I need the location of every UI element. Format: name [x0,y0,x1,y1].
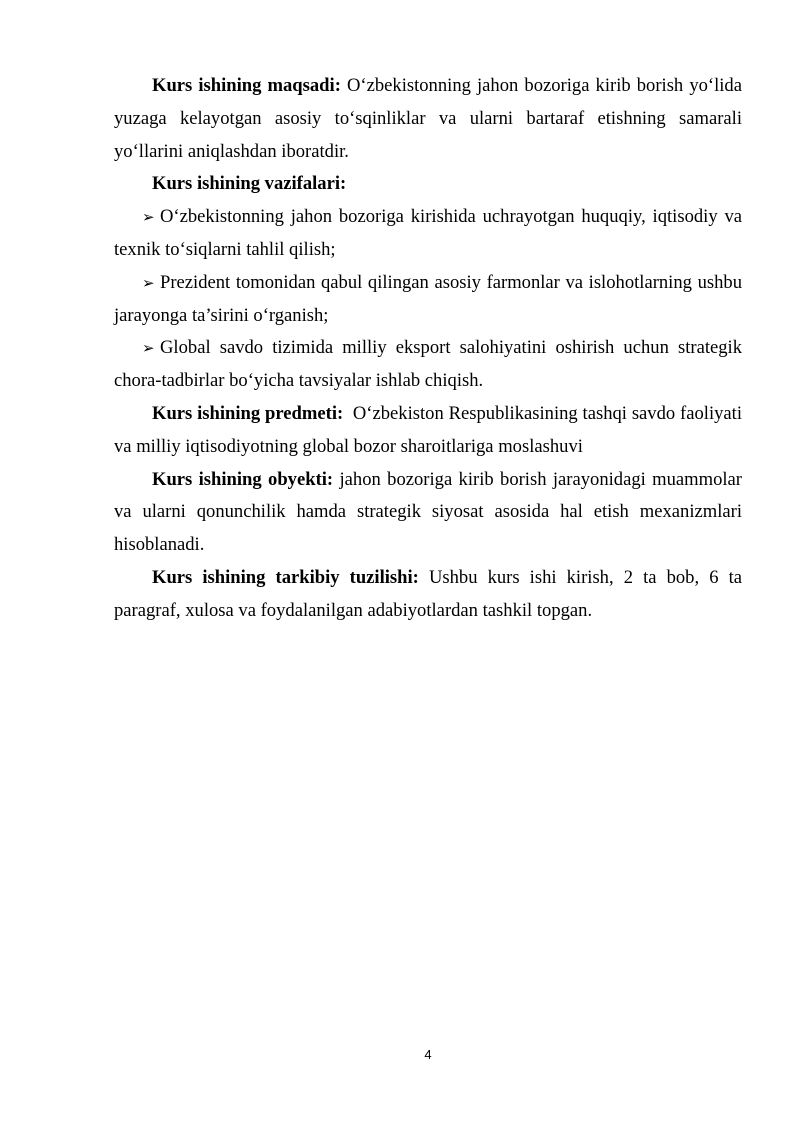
task-item-text: Prezident tomonidan qabul qilingan asosiy farmonlar va islohotlarning ushbu jarayonga ta’sirini o‘rganish; [114,271,742,326]
tasks-heading-paragraph [114,168,742,201]
task-item-text: Global savdo tizimida milliy eksport salohiyatini oshirish uchun strategik chora-tadbirlar bo‘yicha tavsiyalar ishlab chiqish. [114,337,742,392]
object-text: jahon bozoriga kirib borish jarayonidagi muammolar va ularni qonunchilik hamda strategik siyosat asosida hal etish mexanizmlari hisoblanadi. [114,468,742,556]
goal-text: O‘zbekistonning jahon bozoriga kirib borish yo‘lida yuzaga kelayotgan asosiy to‘sqinliklar va ularni bartaraf etishning samarali yo‘llarini aniqlashdan iboratdir. [114,75,742,162]
subject-text: O‘zbekiston Respublikasining tashqi savdo faoliyati va milliy iqtisodiyotning global bozor sharoitlariga moslashuvi [114,402,747,457]
subject-heading: Kurs ishining predmeti: [152,402,344,424]
object-paragraph [114,464,742,562]
task-item [114,332,742,398]
structure-heading: Kurs ishining tarkibiy tuzilishi: [152,566,419,588]
structure-paragraph [114,562,742,628]
arrow-right-icon: ➢ [142,208,155,227]
task-item [114,201,742,267]
goal-paragraph [114,70,742,168]
page-content [114,70,747,628]
page-number: 4 [424,1047,432,1062]
subject-paragraph [114,398,747,464]
arrow-right-icon: ➢ [142,273,155,292]
arrow-right-icon: ➢ [142,339,155,358]
object-heading: Kurs ishining obyekti: [152,468,334,490]
tasks-heading: Kurs ishining vazifalari: [152,173,347,195]
task-item [114,267,742,333]
goal-heading: Kurs ishining maqsadi: [152,75,341,96]
task-item-text: O‘zbekistonning jahon bozoriga kirishida uchrayotgan huquqiy, iqtisodiy va texnik to‘siqlarni tahlil qilish; [114,206,742,260]
structure-text: Ushbu kurs ishi kirish, 2 ta bob, 6 ta paragraf, xulosa va foydalanilgan adabiyotlardan tashkil topgan. [114,566,742,621]
